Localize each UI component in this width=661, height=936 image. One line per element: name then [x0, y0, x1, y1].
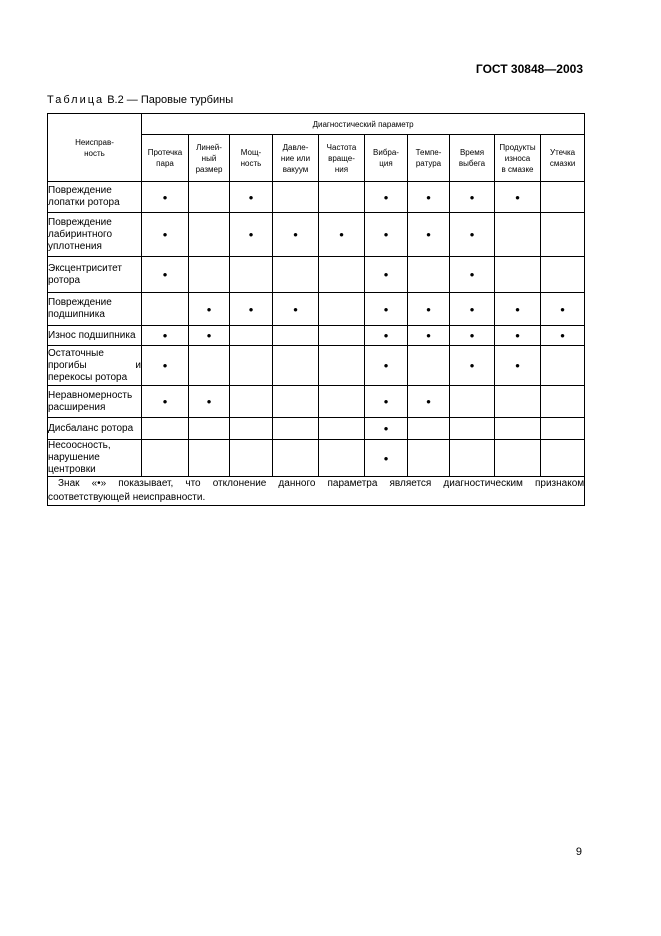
table-row — [48, 386, 585, 418]
empty-cell — [319, 326, 365, 346]
empty-cell — [189, 182, 230, 213]
empty-cell — [408, 257, 450, 293]
diagnostic-marker-cell: • — [142, 386, 189, 418]
empty-cell — [541, 418, 585, 440]
document-code: ГОСТ 30848—2003 — [475, 62, 583, 76]
diagnostic-marker-cell: • — [495, 293, 541, 326]
table-caption — [47, 94, 233, 106]
empty-cell — [230, 346, 273, 386]
diagnostic-marker-cell: • — [450, 213, 495, 257]
table-row — [48, 440, 585, 477]
empty-cell — [541, 386, 585, 418]
diagnostic-marker-cell: • — [273, 213, 319, 257]
empty-cell — [189, 257, 230, 293]
diagnostic-marker-cell: • — [230, 293, 273, 326]
empty-cell — [273, 386, 319, 418]
parameter-column-header: Время выбега — [450, 135, 495, 182]
diagnostic-marker-cell: • — [495, 326, 541, 346]
parameter-column-header: Линей- ный размер — [189, 135, 230, 182]
table-row — [48, 257, 585, 293]
empty-cell — [230, 386, 273, 418]
table-caption-number: В.2 — [107, 94, 124, 106]
parameter-column-header: Частота враще- ния — [319, 135, 365, 182]
table-caption-prefix: Таблица — [47, 94, 105, 106]
diagnostic-marker-cell: • — [365, 418, 408, 440]
empty-cell — [450, 440, 495, 477]
empty-cell — [273, 326, 319, 346]
empty-cell — [319, 182, 365, 213]
diagnostics-table — [47, 113, 585, 506]
diagnostic-marker-cell: • — [189, 386, 230, 418]
fault-name-cell: Износ подшипника — [48, 326, 142, 346]
diagnostic-marker-cell: • — [541, 293, 585, 326]
parameter-column-header: Протечка пара — [142, 135, 189, 182]
fault-name-cell: Повреждение лопатки ротора — [48, 182, 142, 213]
empty-cell — [495, 418, 541, 440]
diagnostic-marker-cell: • — [495, 182, 541, 213]
empty-cell — [541, 182, 585, 213]
table-row — [48, 418, 585, 440]
fault-name-cell: Неравномерность расширения — [48, 386, 142, 418]
diagnostic-marker-cell: • — [408, 182, 450, 213]
empty-cell — [495, 257, 541, 293]
table-row — [48, 326, 585, 346]
parameter-column-header: Мощ- ность — [230, 135, 273, 182]
empty-cell — [142, 293, 189, 326]
diagnostic-marker-cell: • — [495, 346, 541, 386]
empty-cell — [541, 440, 585, 477]
parameter-column-header: Продукты износа в смазке — [495, 135, 541, 182]
table-caption-title: — Паровые турбины — [126, 94, 234, 106]
diagnostic-marker-cell: • — [450, 326, 495, 346]
diagnostic-marker-cell: • — [408, 386, 450, 418]
diagnostic-marker-cell: • — [541, 326, 585, 346]
diagnostic-marker-cell: • — [408, 326, 450, 346]
diagnostic-marker-cell: • — [365, 326, 408, 346]
empty-cell — [142, 418, 189, 440]
empty-cell — [273, 182, 319, 213]
diagnostic-marker-cell: • — [273, 293, 319, 326]
table-row — [48, 182, 585, 213]
diagnostic-marker-cell: • — [230, 182, 273, 213]
diagnostic-marker-cell: • — [408, 293, 450, 326]
parameter-column-header: Темпе- ратура — [408, 135, 450, 182]
empty-cell — [273, 440, 319, 477]
empty-cell — [408, 346, 450, 386]
diagnostic-marker-cell: • — [450, 182, 495, 213]
parameter-column-header: Давле- ние или вакуум — [273, 135, 319, 182]
empty-cell — [319, 386, 365, 418]
fault-name-cell: Несоосность, нарушение центровки — [48, 440, 142, 477]
empty-cell — [189, 418, 230, 440]
empty-cell — [319, 440, 365, 477]
empty-cell — [273, 257, 319, 293]
empty-cell — [189, 440, 230, 477]
diagnostic-marker-cell: • — [365, 182, 408, 213]
diagnostic-marker-cell: • — [365, 440, 408, 477]
empty-cell — [319, 257, 365, 293]
parameter-column-header: Утечка смазки — [541, 135, 585, 182]
diagnostic-marker-cell: • — [365, 257, 408, 293]
empty-cell — [319, 418, 365, 440]
empty-cell — [189, 346, 230, 386]
diagnostic-marker-cell: • — [365, 346, 408, 386]
empty-cell — [450, 418, 495, 440]
table-row — [48, 346, 585, 386]
fault-column-header: Неисправ- ность — [48, 114, 142, 182]
fault-name-cell: Эксцентриситет ротора — [48, 257, 142, 293]
empty-cell — [541, 346, 585, 386]
empty-cell — [230, 418, 273, 440]
table-note: Знак «•» показывает, что отклонение данного параметра является диагностическим признаком соответствующей неисправности. — [48, 477, 585, 506]
table-row — [48, 213, 585, 257]
diagnostic-marker-cell: • — [408, 213, 450, 257]
empty-cell — [450, 386, 495, 418]
diagnostic-marker-cell: • — [142, 213, 189, 257]
empty-cell — [273, 418, 319, 440]
empty-cell — [319, 346, 365, 386]
empty-cell — [142, 440, 189, 477]
fault-name-cell: Повреждение подшипника — [48, 293, 142, 326]
empty-cell — [541, 213, 585, 257]
fault-name-cell: Дисбаланс ротора — [48, 418, 142, 440]
diagnostic-marker-cell: • — [189, 293, 230, 326]
diagnostic-marker-cell: • — [365, 293, 408, 326]
table-row — [48, 293, 585, 326]
diagnostic-marker-cell: • — [230, 213, 273, 257]
diagnostic-marker-cell: • — [189, 326, 230, 346]
empty-cell — [230, 257, 273, 293]
empty-cell — [495, 386, 541, 418]
empty-cell — [541, 257, 585, 293]
diagnostic-marker-cell: • — [365, 386, 408, 418]
empty-cell — [495, 440, 541, 477]
diagnostic-marker-cell: • — [142, 257, 189, 293]
fault-name-cell: Повреждение лабиринтного уплотнения — [48, 213, 142, 257]
diagnostic-marker-cell: • — [142, 182, 189, 213]
empty-cell — [230, 440, 273, 477]
empty-cell — [319, 293, 365, 326]
fault-name-cell: Остаточные прогибы и перекосы ротора — [48, 346, 142, 386]
parameter-group-header: Диагностический параметр — [142, 114, 585, 135]
diagnostic-marker-cell: • — [142, 326, 189, 346]
empty-cell — [408, 418, 450, 440]
parameter-column-header: Вибра- ция — [365, 135, 408, 182]
empty-cell — [408, 440, 450, 477]
diagnostic-marker-cell: • — [142, 346, 189, 386]
empty-cell — [495, 213, 541, 257]
page-number: 9 — [575, 846, 582, 858]
diagnostic-marker-cell: • — [319, 213, 365, 257]
empty-cell — [189, 213, 230, 257]
empty-cell — [273, 346, 319, 386]
diagnostic-marker-cell: • — [365, 213, 408, 257]
diagnostic-marker-cell: • — [450, 293, 495, 326]
diagnostic-marker-cell: • — [450, 257, 495, 293]
diagnostic-marker-cell: • — [450, 346, 495, 386]
empty-cell — [230, 326, 273, 346]
